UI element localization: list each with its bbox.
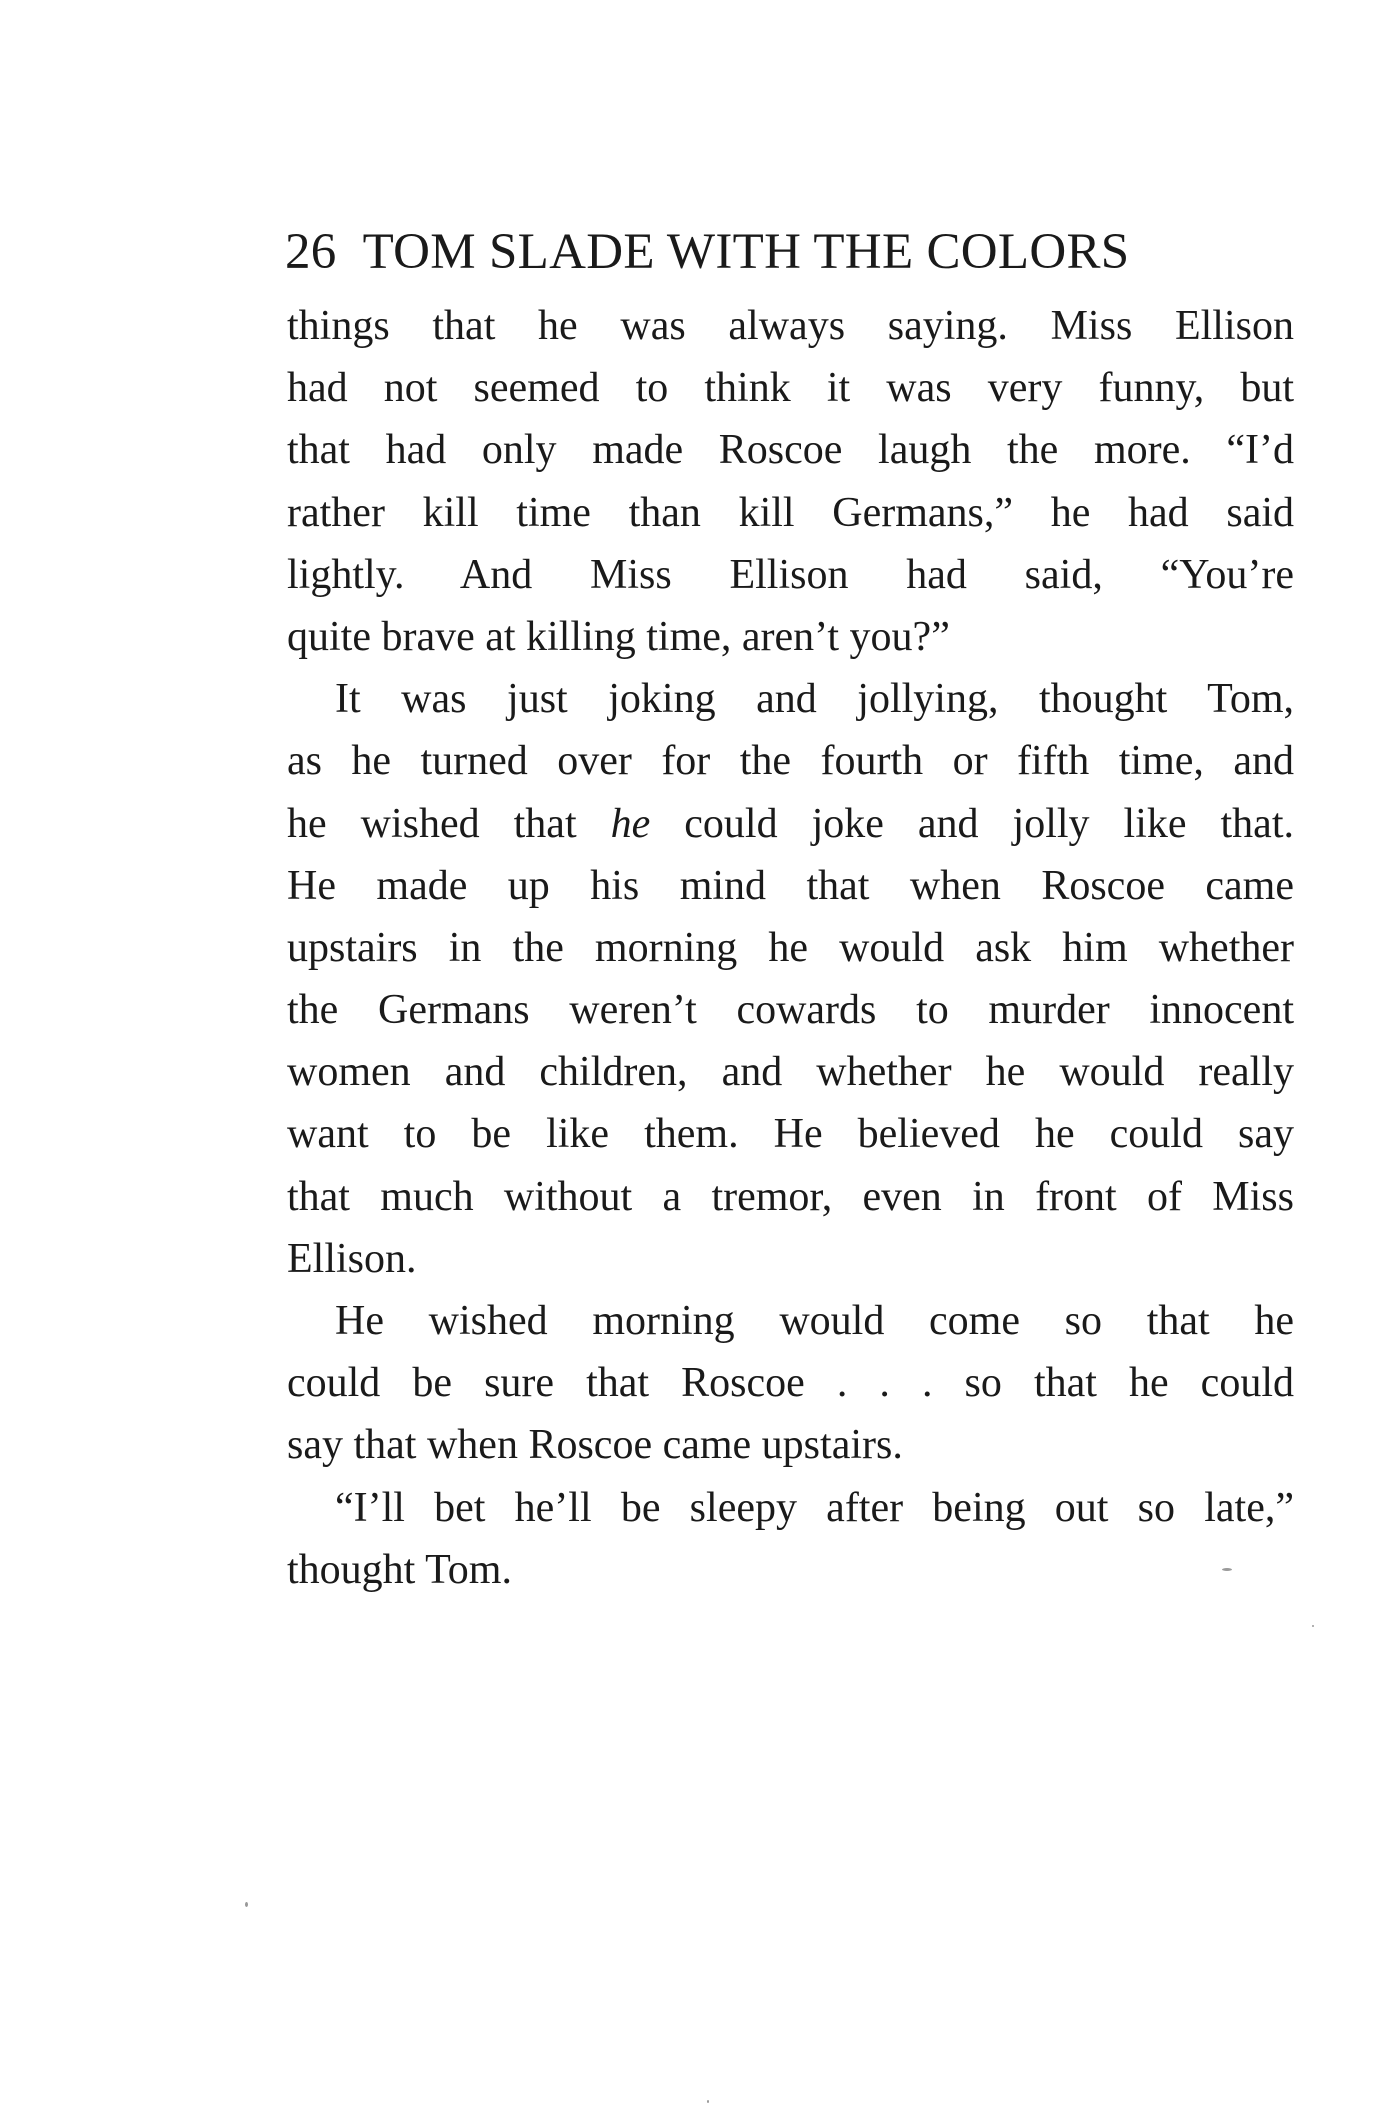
text-line: as he turned over for the fourth or fifth time, and xyxy=(287,738,1294,785)
text-segment: he wished that he could joke and jolly like that. xyxy=(287,800,1294,847)
text-line: the Germans weren’t cowards to murder innocent xyxy=(287,987,1294,1034)
text-line: “I’ll bet he’ll be sleepy after being out so late,” xyxy=(335,1484,1294,1531)
text-line: women and children, and whether he would really xyxy=(287,1049,1294,1096)
text-line: that much without a tremor, even in front of Miss xyxy=(287,1173,1294,1220)
text-line: want to be like them. He believed he could say xyxy=(287,1111,1294,1158)
text-line: upstairs in the morning he would ask him whether xyxy=(287,924,1294,971)
text-line: could be sure that Roscoe . . . so that he could xyxy=(287,1360,1294,1407)
running-head xyxy=(285,222,1297,282)
scan-speck xyxy=(1312,1625,1314,1627)
scan-speck xyxy=(1222,1568,1232,1571)
text-line: that had only made Roscoe laugh the more. “I’d xyxy=(287,427,1294,474)
scan-speck xyxy=(707,2100,709,2103)
text-line: lightly. And Miss Ellison had said, “You’re xyxy=(287,551,1294,598)
emphasis: he xyxy=(610,800,651,847)
text-line: rather kill time than kill Germans,” he had said xyxy=(287,489,1294,536)
text-line xyxy=(287,793,1294,855)
scan-speck xyxy=(245,1902,248,1907)
running-title: TOM SLADE WITH THE COLORS xyxy=(362,224,1130,280)
text-line: things that he was always saying. Miss Ellison xyxy=(287,303,1294,349)
text-line: He made up his mind that when Roscoe came xyxy=(287,862,1294,909)
text-line: He wished morning would come so that he xyxy=(335,1298,1294,1344)
paragraph xyxy=(287,668,1294,1290)
paragraph xyxy=(287,1477,1294,1601)
text-line: quite brave at killing time, aren’t you?” xyxy=(287,613,950,660)
text-line: say that when Roscoe came upstairs. xyxy=(287,1422,903,1469)
page-number: 26 xyxy=(285,224,337,280)
body-text xyxy=(287,295,1294,1601)
paragraph xyxy=(287,1290,1294,1477)
text-line: Ellison. xyxy=(287,1235,417,1282)
text-line: It was just joking and jollying, thought Tom, xyxy=(335,676,1294,723)
paragraph xyxy=(287,295,1294,668)
text-line: thought Tom. xyxy=(287,1546,512,1593)
text-line: had not seemed to think it was very funny, but xyxy=(287,365,1294,412)
